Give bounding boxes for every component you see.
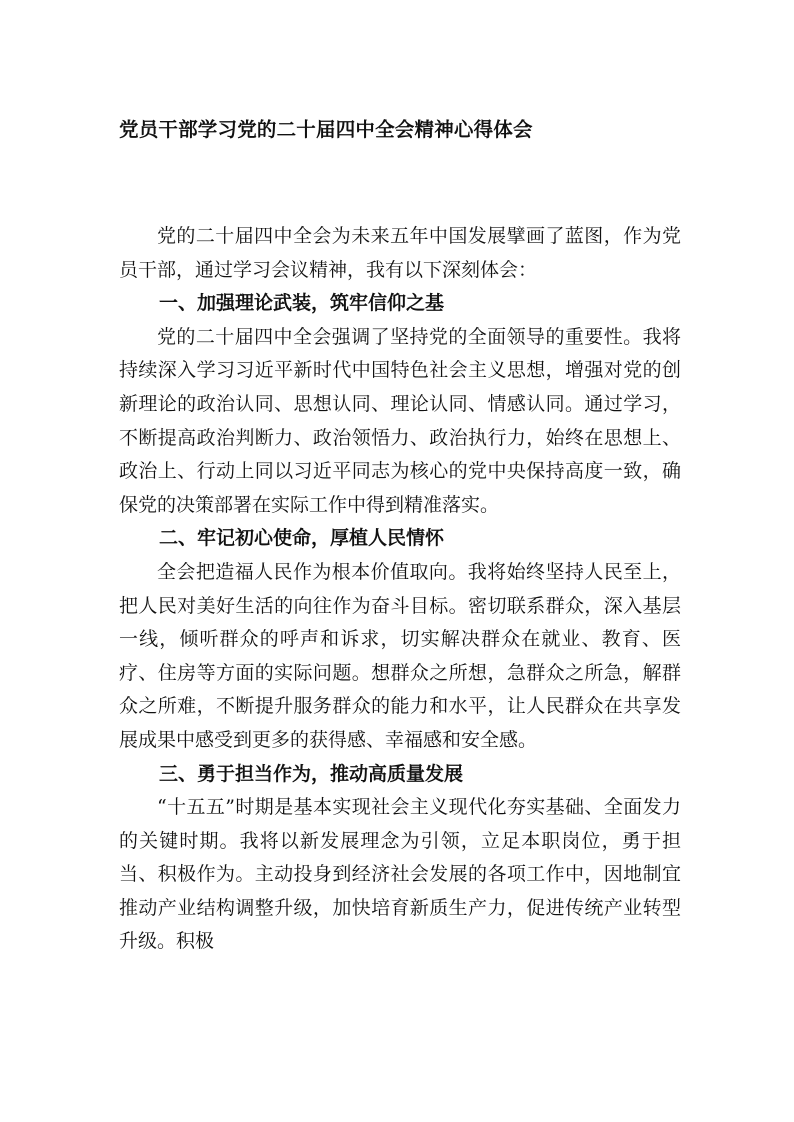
document-body xyxy=(119,220,681,959)
section-paragraph-3: “十五五”时期是基本实现社会主义现代化夯实基础、全面发力的关键时期。我将以新发展理念为引领，立足本职岗位，勇于担当、积极作为。主动投身到经济社会发展的各项工作中，因地制宜推动产业结构调整升级，加快培育新质生产力，促进传统产业转型升级。积极 xyxy=(119,796,681,953)
section-paragraph-1: 党的二十届四中全会强调了坚持党的全面领导的重要性。我将持续深入学习习近平新时代中国特色社会主义思想，增强对党的创新理论的政治认同、思想认同、理论认同、情感认同。通过学习，不断提高政治判断力、政治领悟力、政治执行力，始终在思想上、政治上、行动上同以习近平同志为核心的党中央保持高度一致，确保党的决策部署在实际工作中得到精准落实。 xyxy=(119,325,681,516)
intro-paragraph: 党的二十届四中全会为未来五年中国发展擘画了蓝图，作为党员干部，通过学习会议精神，我有以下深刻体会： xyxy=(119,225,681,281)
section-heading-3: 三、勇于担当作为，推动高质量发展 xyxy=(159,762,464,785)
section-paragraph-2: 全会把造福人民作为根本价值取向。我将始终坚持人民至上，把人民对美好生活的向往作为奋斗目标。密切联系群众，深入基层一线，倾听群众的呼声和诉求，切实解决群众在就业、教育、医疗、住房等方面的实际问题。想群众之所想，急群众之所急，解群众之所难，不断提升服务群众的能力和水平，让人民群众在共享发展成果中感受到更多的获得感、幸福感和安全感。 xyxy=(119,560,681,751)
section-heading-1: 一、加强理论武装，筑牢信仰之基 xyxy=(159,292,445,315)
document-title: 党员干部学习党的二十届四中全会精神心得体会 xyxy=(119,118,533,141)
section-heading-2: 二、牢记初心使命，厚植人民情怀 xyxy=(159,527,445,550)
